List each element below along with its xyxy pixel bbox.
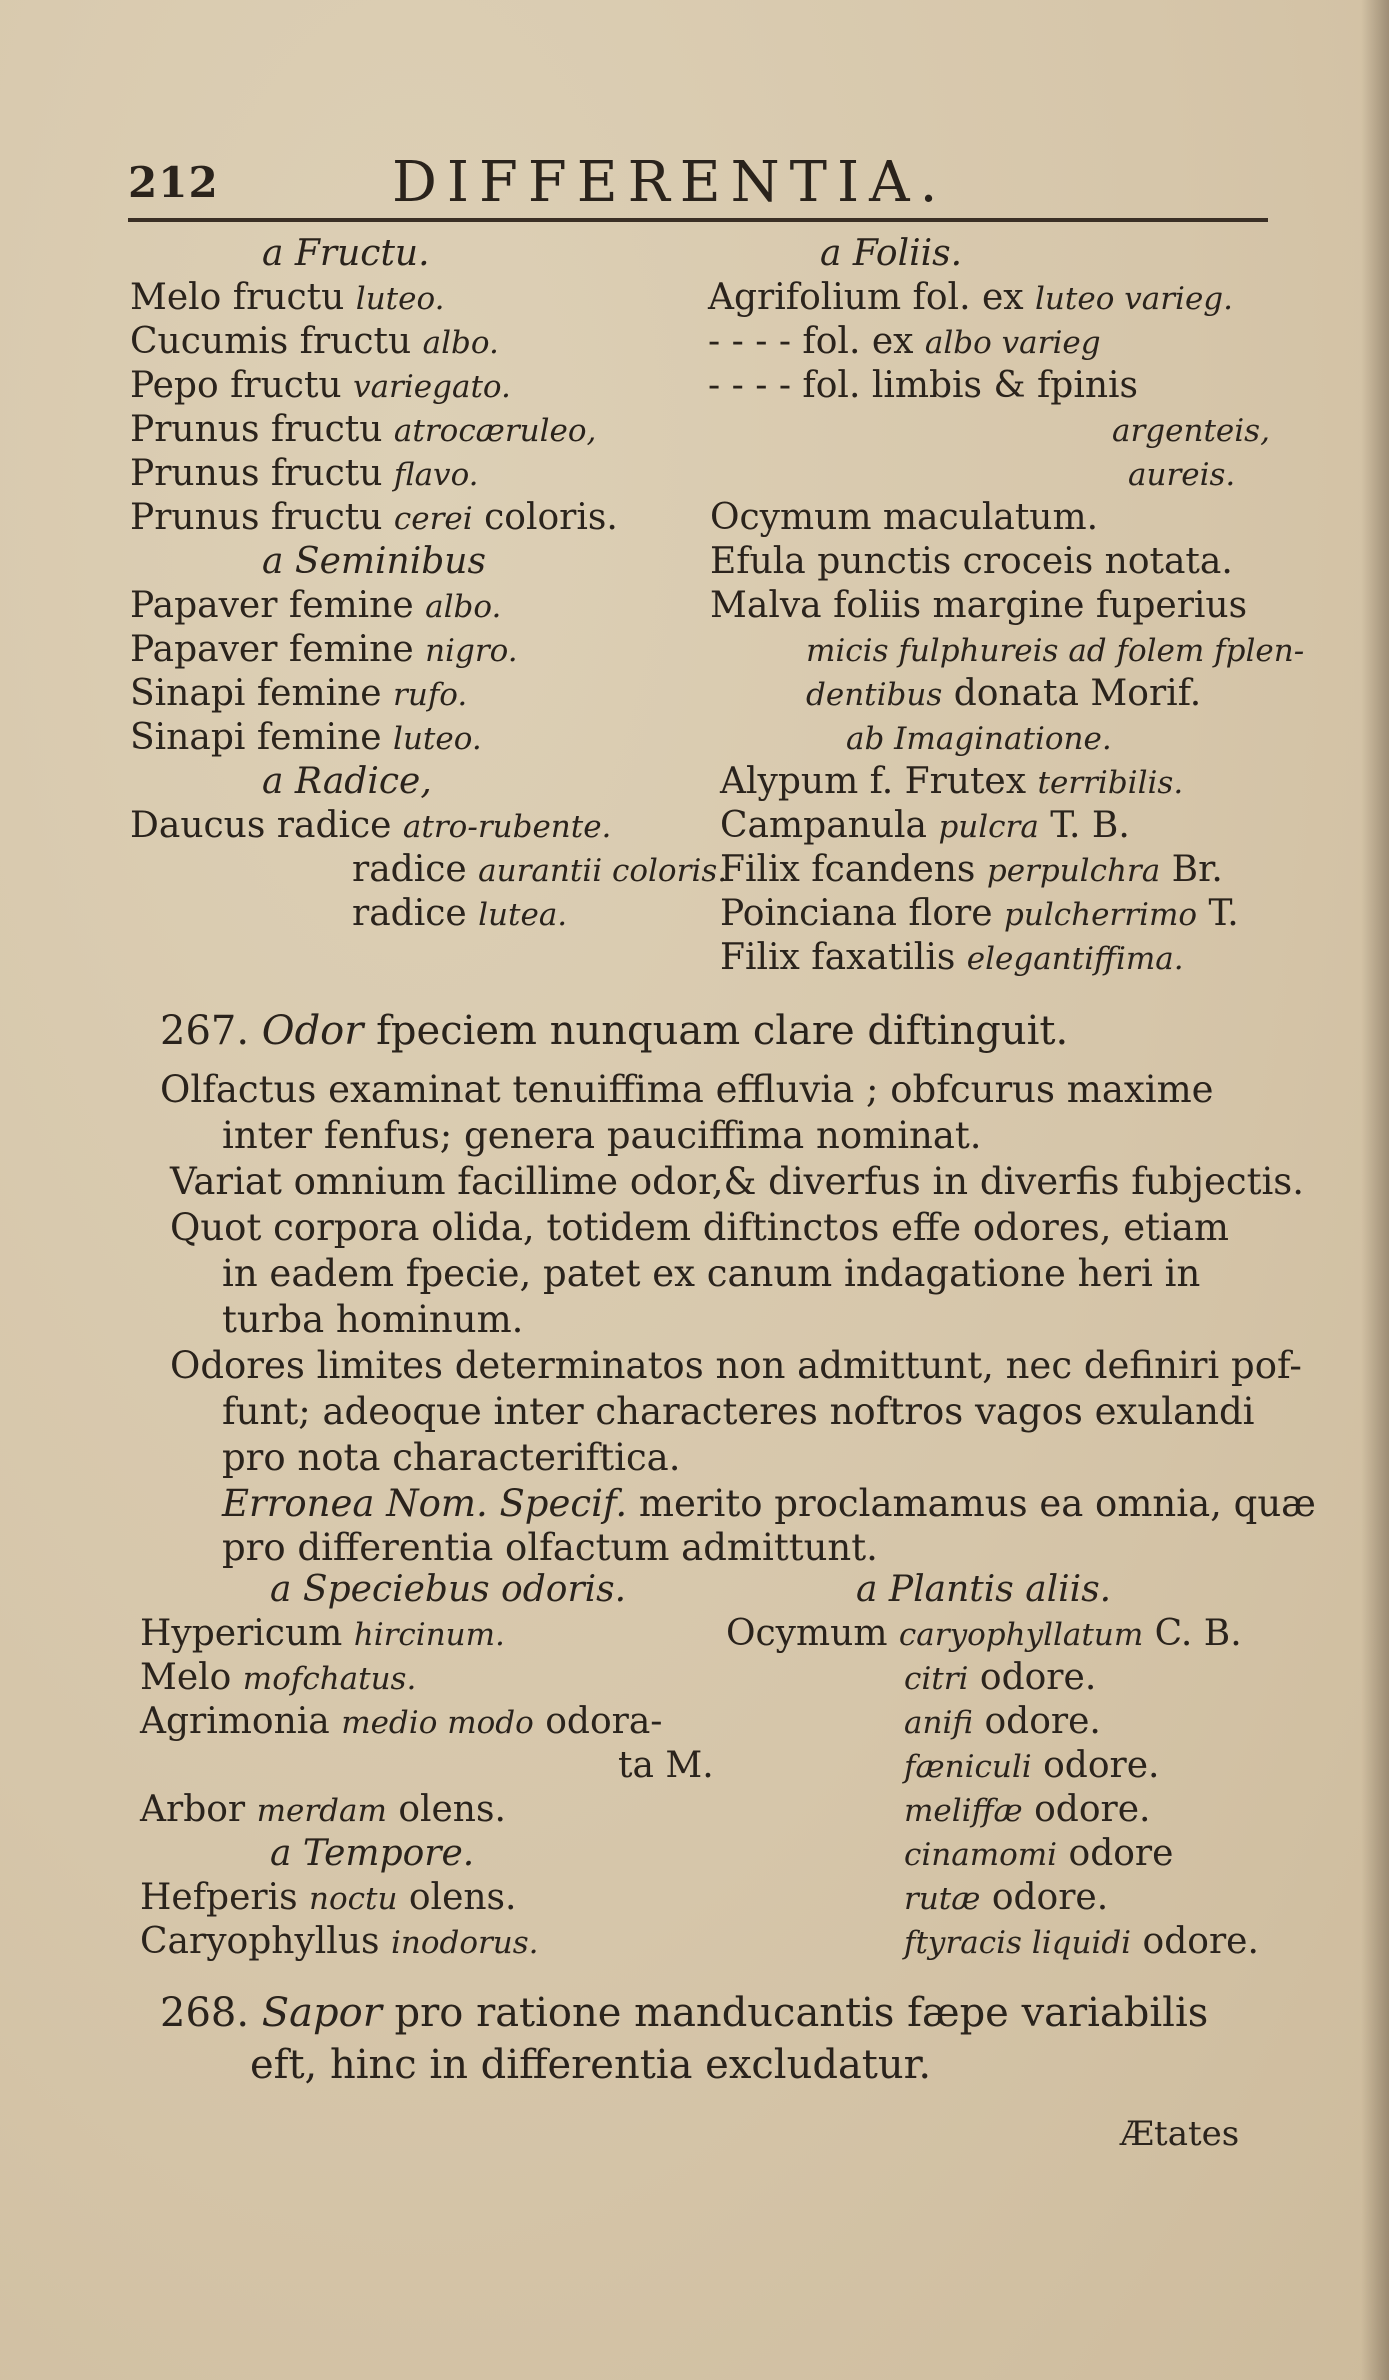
column-entry <box>1112 408 1270 453</box>
erronea-rest: merito proclamamus ea omnia, quæ <box>627 1482 1316 1525</box>
entry-roman-after: odore. <box>1031 1745 1160 1786</box>
running-title: DIFFERENTIA. <box>392 150 948 215</box>
entry-italic: luteo. <box>355 281 445 317</box>
subheading-text: a Plantis aliis. <box>856 1569 1112 1610</box>
column-entry <box>720 804 1130 849</box>
entry-roman: Arbor <box>140 1789 257 1830</box>
paragraph-line: Olfactus examinat tenuiffima effluvia ; obfcurus maxime <box>160 1068 1214 1111</box>
paragraph-line: in eadem fpecie, patet ex canum indagatione heri in <box>222 1252 1201 1295</box>
paragraph-line: funt; adeoque inter characteres noftros vagos exulandi <box>222 1390 1255 1433</box>
column-entry <box>140 1612 505 1657</box>
entry-roman: Hypericum <box>140 1613 354 1654</box>
column-entry <box>806 628 1304 673</box>
entry-italic: citri <box>904 1661 969 1697</box>
column-entry <box>130 716 482 761</box>
section-number: 267. <box>160 1008 250 1054</box>
paragraph-line: inter fenfus; genera pauciffima nominat. <box>222 1114 982 1157</box>
paragraph-line: turba hominum. <box>222 1298 524 1341</box>
entry-italic: atro-rubente. <box>402 809 612 845</box>
column-entry <box>140 1876 516 1921</box>
column-entry <box>130 408 596 453</box>
section-268-line-2: eft, hinc in differentia excludatur. <box>250 2042 932 2088</box>
entry-roman-after: odore <box>1057 1833 1174 1874</box>
section-title-italic: Sapor <box>261 1990 382 2036</box>
column-entry <box>708 364 1138 408</box>
column-entry <box>710 540 1233 584</box>
section-268-heading <box>160 1988 1208 2038</box>
column-entry <box>720 936 1184 981</box>
section-title-rest: pro ratione manducantis fæpe variabilis <box>381 1990 1209 2036</box>
column-entry <box>710 584 1247 628</box>
entry-italic: luteo. <box>393 721 482 757</box>
entry-italic: merdam <box>256 1793 387 1829</box>
entry-roman-after: coloris. <box>472 497 618 538</box>
entry-roman: - - - - fol. limbis & fpinis <box>708 365 1139 406</box>
entry-italic: atrocæruleo, <box>393 413 597 449</box>
column-entry <box>846 716 1112 761</box>
entry-italic: meliffæ <box>904 1793 1023 1829</box>
column-entry <box>130 672 467 717</box>
entry-roman-after: odore. <box>1131 1921 1259 1962</box>
entry-italic: argenteis, <box>1112 413 1270 449</box>
column-entry <box>1128 452 1235 497</box>
column-entry <box>904 1700 1101 1745</box>
subheading-text: a Speciebus odoris. <box>270 1569 627 1610</box>
entry-roman-after: olens. <box>397 1877 517 1918</box>
column-entry <box>140 1656 416 1701</box>
entry-roman: Prunus fructu <box>130 453 394 494</box>
entry-roman-after: odore. <box>968 1657 1097 1698</box>
column-entry <box>720 848 1223 893</box>
section-267-heading <box>160 1006 1068 1056</box>
column-entry <box>130 628 518 673</box>
entry-roman-after: T. B. <box>1038 805 1130 846</box>
entry-italic: aurantii coloris. <box>478 853 728 889</box>
column-entry <box>130 276 444 321</box>
column-entry <box>904 1656 1096 1701</box>
column-entry <box>140 1788 506 1833</box>
header-rule <box>128 218 1268 222</box>
entry-italic: micis fulphureis ad folem fplen- <box>806 633 1305 669</box>
column-entry <box>140 1700 662 1745</box>
entry-roman: Caryophyllus <box>140 1921 391 1962</box>
entry-italic: variegato. <box>353 369 511 405</box>
column-entry <box>130 452 479 497</box>
column-entry <box>726 1612 1242 1657</box>
column-entry <box>130 584 501 629</box>
entry-roman: Hefperis <box>140 1877 310 1918</box>
entry-roman: Sinapi femine <box>130 673 394 714</box>
entry-roman: Campanula <box>720 805 939 846</box>
column-entry <box>720 760 1183 805</box>
paragraph-line: Quot corpora olida, totidem diftinctos effe odores, etiam <box>170 1206 1229 1249</box>
entry-italic: pulcherrimo <box>1004 897 1198 933</box>
entry-roman: radice <box>352 893 479 934</box>
entry-italic: fæniculi <box>904 1749 1032 1785</box>
entry-italic: dentibus <box>806 677 943 713</box>
column-entry <box>904 1876 1108 1921</box>
column-entry <box>130 364 511 409</box>
catchword: Ætates <box>1120 2114 1240 2154</box>
section-title-italic: Odor <box>261 1008 364 1054</box>
entry-roman-after: odore. <box>1022 1789 1151 1830</box>
entry-italic: albo. <box>425 589 502 625</box>
column-entry <box>708 276 1233 321</box>
entry-roman: Sinapi femine <box>130 717 394 758</box>
entry-italic: perpulchra <box>986 853 1161 889</box>
entry-italic: rufo. <box>393 677 468 713</box>
entry-italic: lutea. <box>478 897 568 933</box>
subheading-text: a Seminibus <box>262 541 486 582</box>
entry-roman-after: olens. <box>386 1789 506 1830</box>
section-title-rest: fpeciem nunquam clare diftinguit. <box>363 1008 1069 1054</box>
entry-italic: noctu <box>309 1881 398 1917</box>
entry-roman-after: Br. <box>1160 849 1223 890</box>
column-entry <box>130 496 618 541</box>
page-edge-shadow <box>1361 0 1389 2380</box>
subheading-text: a Radice, <box>262 761 432 802</box>
entry-italic: ab Imaginatione. <box>846 721 1112 757</box>
entry-roman-after: odore. <box>980 1877 1109 1918</box>
page-number: 212 <box>128 158 219 207</box>
column-entry <box>806 672 1201 717</box>
column-entry <box>130 804 611 849</box>
entry-italic: mofchatus. <box>242 1661 417 1697</box>
column-entry <box>708 320 1101 365</box>
entry-italic: pulcra <box>938 809 1039 845</box>
paragraph-line: Odores limites determinatos non admittunt, nec definiri pof- <box>170 1344 1302 1387</box>
column-subheading <box>270 1568 626 1612</box>
column-entry <box>130 320 499 365</box>
entry-roman: Agrifolium fol. ex <box>708 277 1036 318</box>
column-entry <box>140 1920 539 1965</box>
erronea-line-2: pro differentia olfactum admittunt. <box>222 1526 878 1569</box>
entry-italic: hircinum. <box>353 1617 505 1653</box>
entry-italic: elegantiffima. <box>966 941 1184 977</box>
entry-italic: medio modo <box>341 1705 534 1741</box>
entry-roman: Filix fcandens <box>720 849 987 890</box>
entry-italic: albo. <box>422 325 499 361</box>
entry-roman: - - - - fol. ex <box>708 321 925 362</box>
entry-roman: Poinciana flore <box>720 893 1005 934</box>
entry-italic: inodorus. <box>390 1925 539 1961</box>
column-entry <box>904 1788 1150 1833</box>
entry-italic: flavo. <box>393 457 479 493</box>
column-subheading <box>270 1832 474 1876</box>
column-subheading <box>820 232 962 276</box>
entry-italic: anifi <box>904 1705 974 1741</box>
entry-italic: caryophyllatum <box>898 1617 1144 1653</box>
entry-italic: ftyracis liquidi <box>904 1925 1132 1961</box>
entry-roman: Malva foliis margine fuperius <box>710 585 1248 626</box>
entry-roman: Cucumis fructu <box>130 321 423 362</box>
entry-roman-after: odore. <box>973 1701 1101 1742</box>
entry-roman-after: donata Morif. <box>942 673 1202 714</box>
erronea-line <box>222 1482 1316 1526</box>
subheading-text: a Tempore. <box>270 1833 475 1874</box>
entry-roman: Prunus fructu <box>130 409 394 450</box>
column-subheading <box>262 760 432 804</box>
erronea-italic: Erronea Nom. Specif. <box>222 1482 628 1525</box>
entry-roman: Pepo fructu <box>130 365 354 406</box>
subheading-text: a Fructu. <box>262 233 430 274</box>
column-subheading <box>856 1568 1111 1612</box>
column-entry <box>710 496 1098 540</box>
entry-roman: Prunus fructu <box>130 497 394 538</box>
column-entry <box>904 1832 1173 1877</box>
entry-roman: ta M. <box>618 1745 714 1786</box>
entry-roman-after: T. <box>1197 893 1239 934</box>
column-entry <box>904 1744 1159 1789</box>
entry-italic: luteo varieg. <box>1035 281 1233 317</box>
entry-roman-after: C. B. <box>1143 1613 1242 1654</box>
entry-italic: cinamomi <box>904 1837 1058 1873</box>
column-entry <box>904 1920 1259 1965</box>
entry-roman: Ocymum maculatum. <box>710 497 1099 538</box>
column-entry <box>618 1744 714 1788</box>
entry-roman: Papaver femine <box>130 629 426 670</box>
entry-roman-after: odora- <box>533 1701 663 1742</box>
entry-italic: aureis. <box>1128 457 1236 493</box>
entry-italic: rutæ <box>904 1881 981 1917</box>
entry-roman: Ocymum <box>726 1613 899 1654</box>
entry-italic: albo varieg <box>924 325 1101 361</box>
entry-roman: Efula punctis croceis notata. <box>710 541 1233 582</box>
entry-italic: cerei <box>393 501 473 537</box>
entry-roman: Filix faxatilis <box>720 937 967 978</box>
column-subheading <box>262 540 486 584</box>
entry-roman: Melo fructu <box>130 277 356 318</box>
paragraph-line: Variat omnium facillime odor,& diverfus in diverfis fubjectis. <box>170 1160 1305 1203</box>
column-subheading <box>262 232 430 276</box>
column-entry <box>720 892 1239 937</box>
entry-italic: terribilis. <box>1037 765 1184 801</box>
entry-roman: Daucus radice <box>130 805 403 846</box>
column-entry <box>352 892 567 937</box>
column-entry <box>352 848 727 893</box>
entry-roman: Melo <box>140 1657 243 1698</box>
entry-roman: Papaver femine <box>130 585 426 626</box>
entry-italic: nigro. <box>425 633 518 669</box>
entry-roman: radice <box>352 849 479 890</box>
paragraph-line: pro nota characteriftica. <box>222 1436 681 1479</box>
section-number: 268. <box>160 1990 250 2036</box>
entry-roman: Alypum f. Frutex <box>720 761 1038 802</box>
entry-roman: Agrimonia <box>140 1701 342 1742</box>
subheading-text: a Foliis. <box>820 233 963 274</box>
